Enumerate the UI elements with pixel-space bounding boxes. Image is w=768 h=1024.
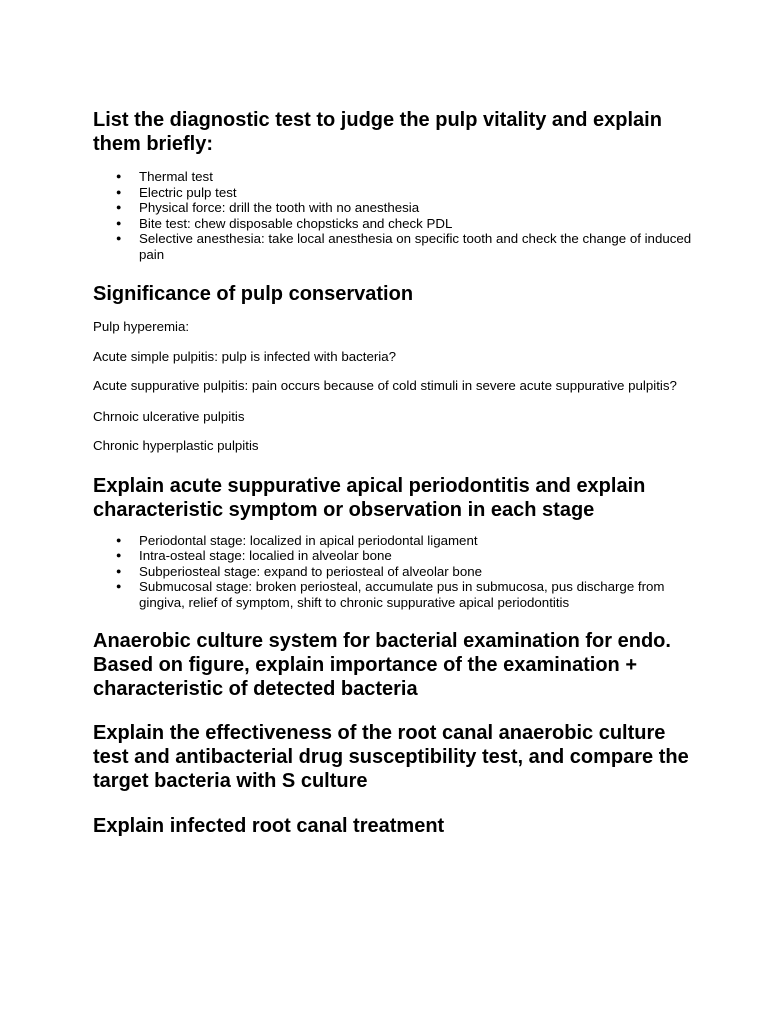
- list-item: ● Thermal test: [93, 169, 693, 185]
- heading-pulp-conservation: Significance of pulp conservation: [93, 283, 414, 305]
- list-item: ● Selective anesthesia: take local anesthesia on specific tooth and check the change of induced pain: [93, 231, 693, 262]
- heading-apical-periodontitis: Explain acute suppurative apical periodontitis and explain characteristic symptom or observation in each stage: [93, 474, 646, 521]
- heading-anaerobic-culture: Anaerobic culture system for bacterial examination for endo. Based on figure, explain importance of the examination + characteristic of detected bacteria: [93, 630, 671, 700]
- heading-infected-root-canal: Explain infected root canal treatment: [93, 815, 445, 837]
- list-item: ● Physical force: drill the tooth with no anesthesia: [93, 200, 693, 216]
- list-item: ● Intra-osteal stage: localied in alveolar bone: [93, 548, 693, 564]
- heading-effectiveness: Explain the effectiveness of the root canal anaerobic culture test and antibacterial drug susceptibility test, and compare the target bacteria with S culture: [93, 722, 689, 792]
- periodontitis-stage-list: [93, 533, 693, 611]
- list-item: ● Periodontal stage: localized in apical periodontal ligament: [93, 533, 693, 549]
- heading-diagnostic-test: List the diagnostic test to judge the pulp vitality and explain them briefly:: [93, 109, 662, 155]
- paragraph: Acute suppurative pulpitis: pain occurs because of cold stimuli in severe acute suppurative pulpitis?: [93, 378, 677, 393]
- paragraph: Pulp hyperemia:: [93, 319, 190, 334]
- list-item: ● Bite test: chew disposable chopsticks and check PDL: [93, 216, 693, 232]
- list-item: ● Submucosal stage: broken periosteal, accumulate pus in submucosa, pus discharge from gingiva, relief of symptom, shift to chronic suppurative apical periodontitis: [93, 579, 693, 610]
- list-item: ● Electric pulp test: [93, 185, 693, 201]
- document-page: [93, 108, 693, 838]
- list-item: ● Subperiosteal stage: expand to periosteal of alveolar bone: [93, 564, 693, 580]
- diagnostic-test-list: [93, 169, 693, 262]
- paragraph: Chrnoic ulcerative pulpitis: [93, 408, 245, 424]
- paragraph: Chronic hyperplastic pulpitis: [93, 438, 259, 453]
- paragraph: Acute simple pulpitis: pulp is infected with bacteria?: [93, 348, 397, 364]
